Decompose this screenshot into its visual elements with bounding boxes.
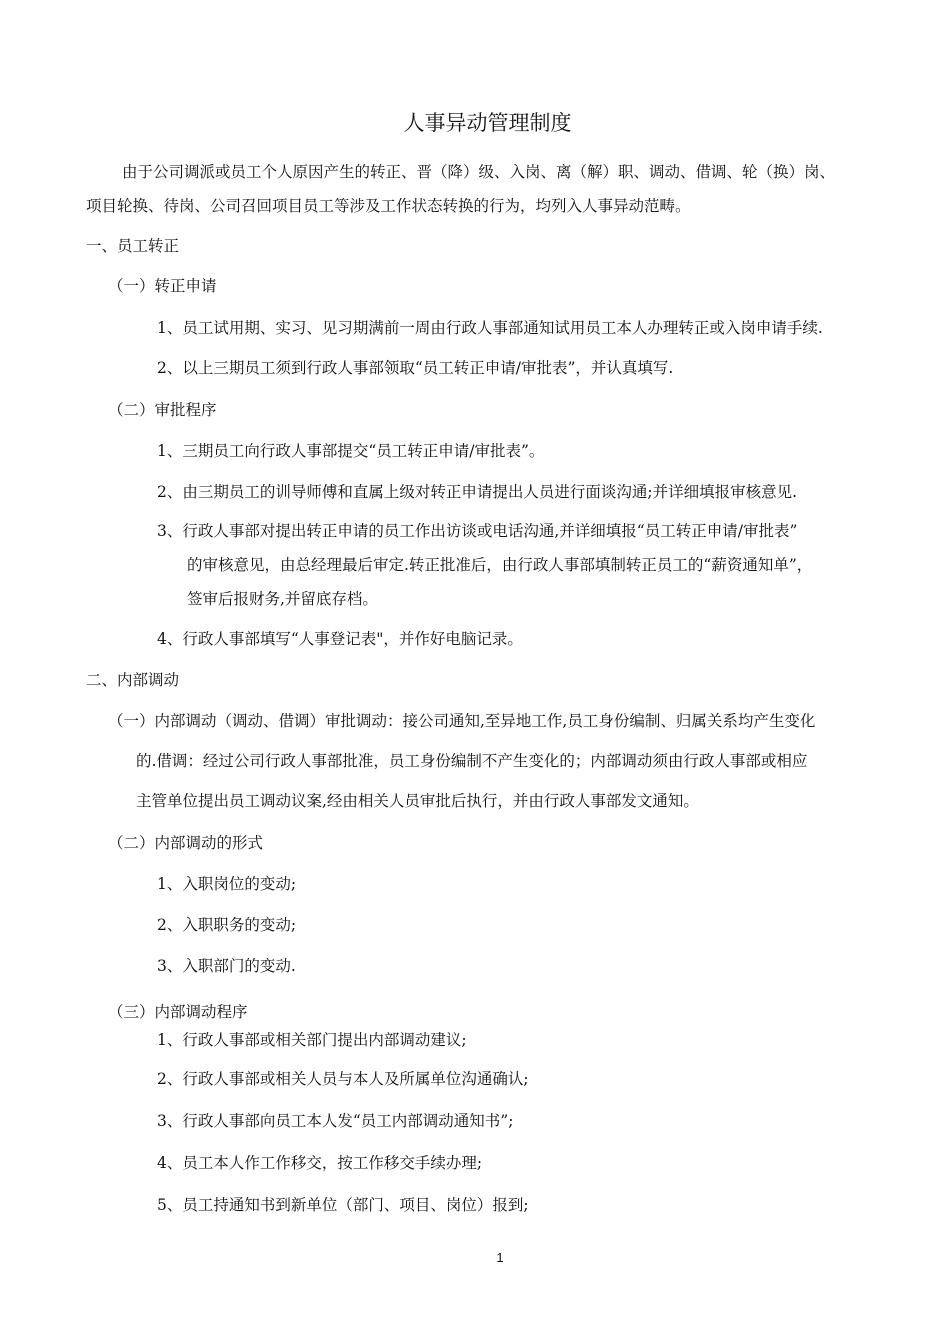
section-2-sub-3-item-4: 4、员工本人作工作移交，按工作移交手续办理; (157, 1154, 483, 1172)
section-1-heading: 一、员工转正 (86, 237, 180, 255)
section-2-sub-3-heading: （三）内部调动程序 (108, 1003, 248, 1021)
section-2-sub-2-item-1: 1、入职岗位的变动; (157, 875, 297, 893)
section-1-sub-1-item-1: 1、员工试用期、实习、见习期满前一周由行政人事部通知试用员工本人办理转正或入岗申请手续. (157, 319, 823, 337)
section-1-sub-2-item-3-line-1: 3、行政人事部对提出转正申请的员工作出访谈或电话沟通,并详细填报“员工转正申请/审批表” (157, 522, 798, 540)
section-2-sub-3-item-3: 3、行政人事部向员工本人发“员工内部调动通知书”; (157, 1112, 514, 1130)
section-2-sub-2-item-2: 2、入职职务的变动; (157, 916, 297, 934)
section-2-sub-1-line-1: （一）内部调动（调动、借调）审批调动：接公司通知,至异地工作,员工身份编制、归属关系均产生变化 (108, 712, 816, 730)
intro-line-2: 项目轮换、待岗、公司召回项目员工等涉及工作状态转换的行为，均列入人事异动范畴。 (86, 197, 691, 215)
section-1-sub-2-item-4: 4、行政人事部填写“人事登记表"，并作好电脑记录。 (157, 630, 523, 648)
section-2-sub-3-item-5: 5、员工持通知书到新单位（部门、项目、岗位）报到; (157, 1196, 529, 1214)
section-2-sub-3-item-2: 2、行政人事部或相关人员与本人及所属单位沟通确认; (157, 1070, 529, 1088)
section-1-sub-1-item-2: 2、以上三期员工须到行政人事部领取“员工转正申请/审批表”，并认真填写. (157, 359, 674, 377)
section-1-sub-2-item-2: 2、由三期员工的训导师傅和直属上级对转正申请提出人员进行面谈沟通;并详细填报审核意见. (157, 483, 798, 501)
document-title: 人事异动管理制度 (403, 111, 572, 135)
section-2-sub-1-line-2: 的.借调：经过公司行政人事部批准，员工身份编制不产生变化的；内部调动须由行政人事部或相应 (136, 752, 808, 770)
section-1-sub-2-item-1: 1、三期员工向行政人事部提交“员工转正申请/审批表”。 (157, 442, 545, 460)
section-1-sub-2-item-3-line-3: 签审后报财务,并留底存档。 (187, 590, 378, 608)
section-2-sub-2-item-3: 3、入职部门的变动. (157, 957, 296, 975)
section-2-sub-1-line-3: 主管单位提出员工调动议案,经由相关人员审批后执行，并由行政人事部发文通知。 (136, 792, 699, 810)
page-number: 1 (496, 1250, 504, 1265)
intro-line-1: 由于公司调派或员工个人原因产生的转正、晋（降）级、入岗、离（解）职、调动、借调、轮（换）岗、 (122, 163, 836, 181)
section-1-sub-1-heading: （一）转正申请 (108, 277, 217, 295)
section-2-heading: 二、内部调动 (86, 671, 180, 689)
section-2-sub-2-heading: （二）内部调动的形式 (108, 834, 264, 852)
section-2-sub-3-item-1: 1、行政人事部或相关部门提出内部调动建议; (157, 1031, 467, 1049)
section-1-sub-2-heading: （二）审批程序 (108, 401, 217, 419)
section-1-sub-2-item-3-line-2: 的审核意见，由总经理最后审定.转正批准后，由行政人事部填制转正员工的“薪资通知单”， (187, 556, 813, 574)
